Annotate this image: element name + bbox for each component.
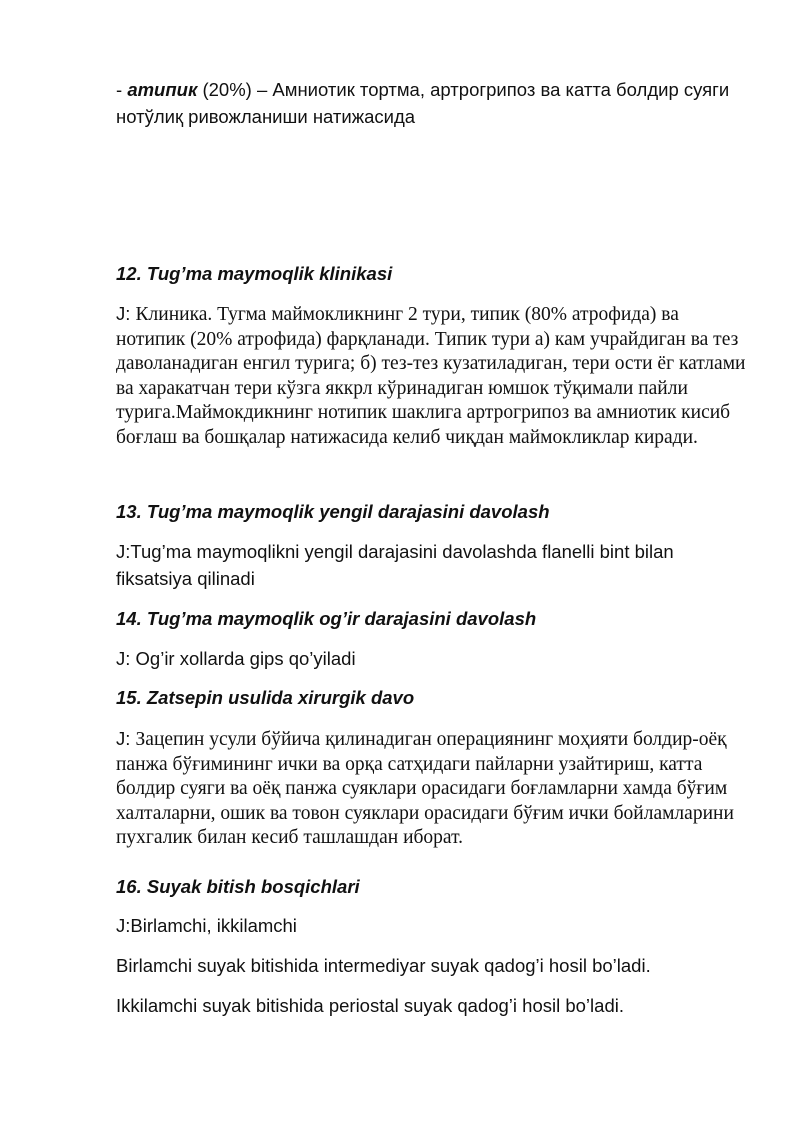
section-16-answer: J:Birlamchi, ikkilamchi (116, 915, 297, 936)
section-16-heading: 16. Suyak bitish bosqichlari (116, 876, 360, 897)
section-16-line-secondary: Ikkilamchi suyak bitishida periostal suyak qadog’i hosil bo’ladi. (116, 995, 624, 1016)
section-12-answer-p2: даволанадиган енгил турига; б) тез-тез кузатиладиган, тери ости ёг катлами ва харакатчан тери кўзга яккрл кўринадиган юмшок тўқимали пайли турига.Маймокдикнинг нотипик шаклига артрогрипоз ва амниотик кисиб боғлаш ва бошқалар натижасида келиб чиқдан маймокликлар киради. (116, 353, 746, 448)
section-16-line-primary: Birlamchi suyak bitishida intermediyar suyak qadog’i hosil bo’ladi. (116, 955, 651, 976)
section-12-heading: 12. Tug’ma maymoqlik klinikasi (116, 263, 393, 284)
section-15-answer: J: Зацепин усули бўйича қилинадиган операциянинг моҳияти болдир-оёқ панжа бўғимининг ички ва орқа сатҳидаги пайларни узайтириш, катта болдир суяги ва оёқ панжа суяклари орасидаги боғламларни хамда бўғим халталарни, ошик ва товон суяклари орасидаги бўғим ички бойламларини пухгалик билан кесиб ташлашдан иборат. (116, 728, 734, 848)
section-12-answer-p1: J: Клиника. Тугма маймокликнинг 2 тури, типик (80% атрофида) ва нотипик (20% атрофида) фарқланади. Типик тури а) кам учрайдиган ва тез (116, 303, 739, 350)
intro-text: (20%) – Амниотик тортма, артрогрипоз ва катта болдир суяги нотўлиқ ривожланиши натижасида (116, 79, 730, 127)
section-12-answer (116, 300, 746, 450)
intro-paragraph (116, 76, 746, 130)
section-14-answer: J: Og’ir xollarda gips qo’yiladi (116, 648, 356, 669)
section-14-heading: 14. Tug’ma maymoqlik og’ir darajasini davolash (116, 608, 537, 629)
section-13-heading: 13. Tug’ma maymoqlik yengil darajasini davolash (116, 501, 550, 522)
answer-prefix: J: (116, 303, 136, 324)
answer-prefix: J: (116, 728, 136, 749)
intro-dash: - (116, 79, 128, 100)
intro-term: атипик (127, 79, 198, 100)
section-15-heading: 15. Zatsepin usulida xirurgik davo (116, 687, 415, 708)
section-13-answer: J:Tug’ma maymoqlikni yengil darajasini davolashda flanelli bint bilan fiksatsiya qilinadi (116, 541, 674, 589)
